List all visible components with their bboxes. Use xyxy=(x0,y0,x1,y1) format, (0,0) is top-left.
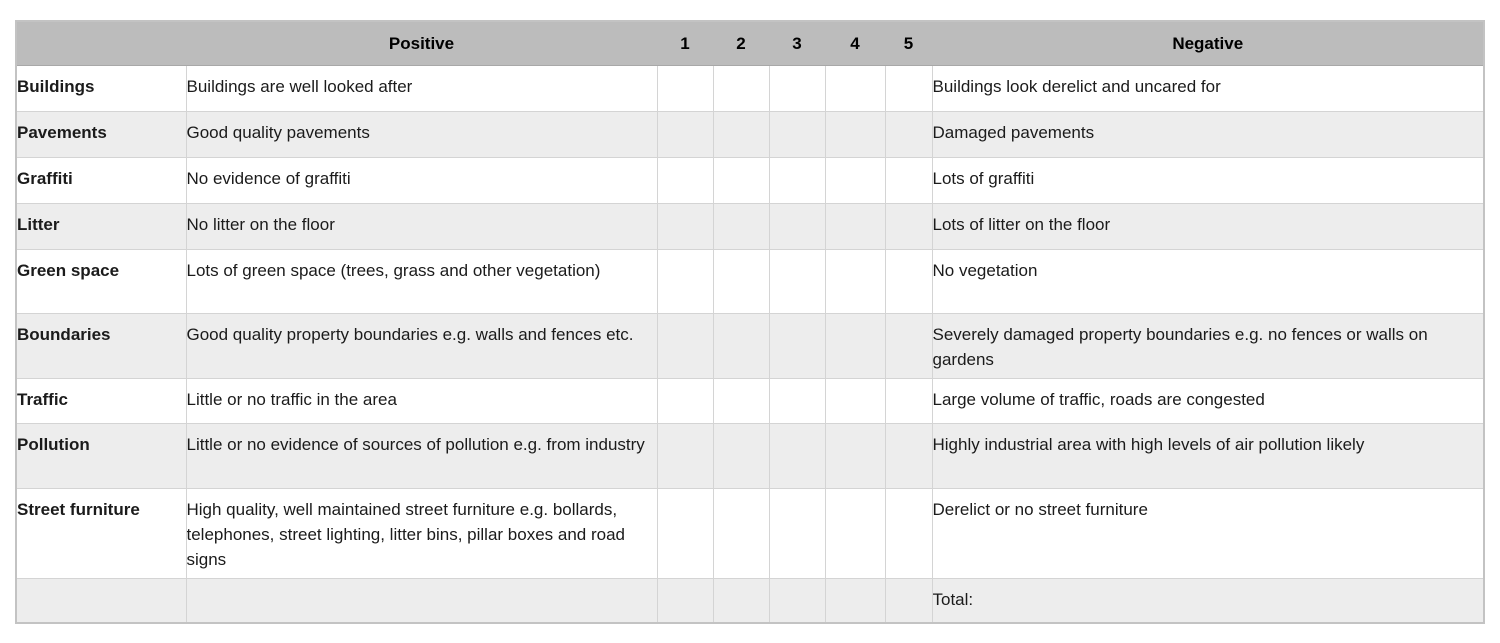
table-row-graffiti xyxy=(16,157,1484,203)
row-negative-text: Damaged pavements xyxy=(932,111,1484,157)
row-positive-text: No evidence of graffiti xyxy=(186,157,657,203)
table-row-total xyxy=(16,578,1484,623)
rating-cell-4[interactable] xyxy=(825,111,885,157)
rating-cell-5[interactable] xyxy=(885,488,932,578)
row-positive-text: Little or no evidence of sources of pollution e.g. from industry xyxy=(186,423,657,488)
header-rating-5: 5 xyxy=(885,21,932,65)
row-positive-text: Good quality property boundaries e.g. walls and fences etc. xyxy=(186,313,657,378)
row-category: Green space xyxy=(16,249,186,313)
table-row-boundaries xyxy=(16,313,1484,378)
row-category: Graffiti xyxy=(16,157,186,203)
row-category xyxy=(16,578,186,623)
rating-cell-1[interactable] xyxy=(657,111,713,157)
row-positive-text: Lots of green space (trees, grass and other vegetation) xyxy=(186,249,657,313)
row-positive-text: High quality, well maintained street furniture e.g. bollards, telephones, street lighting, litter bins, pillar boxes and road signs xyxy=(186,488,657,578)
row-category: Traffic xyxy=(16,378,186,423)
rating-cell-2[interactable] xyxy=(713,423,769,488)
rating-cell-1[interactable] xyxy=(657,578,713,623)
rating-cell-2[interactable] xyxy=(713,488,769,578)
row-negative-text: Derelict or no street furniture xyxy=(932,488,1484,578)
rating-cell-3[interactable] xyxy=(769,378,825,423)
row-positive-text: Little or no traffic in the area xyxy=(186,378,657,423)
table-row-buildings xyxy=(16,65,1484,111)
environmental-survey-table xyxy=(15,20,1485,624)
row-positive-text: No litter on the floor xyxy=(186,203,657,249)
rating-cell-2[interactable] xyxy=(713,111,769,157)
rating-cell-1[interactable] xyxy=(657,249,713,313)
row-category: Boundaries xyxy=(16,313,186,378)
row-category: Litter xyxy=(16,203,186,249)
row-negative-text: Lots of graffiti xyxy=(932,157,1484,203)
rating-cell-2[interactable] xyxy=(713,157,769,203)
rating-cell-2[interactable] xyxy=(713,378,769,423)
rating-cell-2[interactable] xyxy=(713,578,769,623)
table-row-traffic xyxy=(16,378,1484,423)
rating-cell-1[interactable] xyxy=(657,423,713,488)
rating-cell-1[interactable] xyxy=(657,65,713,111)
rating-cell-5[interactable] xyxy=(885,578,932,623)
table-row-litter xyxy=(16,203,1484,249)
header-rating-4: 4 xyxy=(825,21,885,65)
rating-cell-3[interactable] xyxy=(769,157,825,203)
rating-cell-5[interactable] xyxy=(885,423,932,488)
header-row xyxy=(16,21,1484,65)
row-negative-text: Highly industrial area with high levels of air pollution likely xyxy=(932,423,1484,488)
rating-cell-4[interactable] xyxy=(825,157,885,203)
header-rating-2: 2 xyxy=(713,21,769,65)
rating-cell-5[interactable] xyxy=(885,249,932,313)
table-row-green-space xyxy=(16,249,1484,313)
table-row-street-furniture xyxy=(16,488,1484,578)
rating-cell-4[interactable] xyxy=(825,488,885,578)
row-category: Buildings xyxy=(16,65,186,111)
header-category xyxy=(16,21,186,65)
rating-cell-3[interactable] xyxy=(769,249,825,313)
row-positive-text xyxy=(186,578,657,623)
rating-cell-1[interactable] xyxy=(657,157,713,203)
rating-cell-4[interactable] xyxy=(825,65,885,111)
rating-cell-3[interactable] xyxy=(769,578,825,623)
rating-cell-3[interactable] xyxy=(769,111,825,157)
row-negative-text: Buildings look derelict and uncared for xyxy=(932,65,1484,111)
table-row-pollution xyxy=(16,423,1484,488)
row-category: Pavements xyxy=(16,111,186,157)
row-positive-text: Good quality pavements xyxy=(186,111,657,157)
rating-cell-5[interactable] xyxy=(885,111,932,157)
rating-cell-1[interactable] xyxy=(657,313,713,378)
rating-cell-4[interactable] xyxy=(825,313,885,378)
rating-cell-2[interactable] xyxy=(713,313,769,378)
rating-cell-5[interactable] xyxy=(885,313,932,378)
header-rating-1: 1 xyxy=(657,21,713,65)
row-category: Pollution xyxy=(16,423,186,488)
rating-cell-1[interactable] xyxy=(657,203,713,249)
rating-cell-5[interactable] xyxy=(885,65,932,111)
row-category: Street furniture xyxy=(16,488,186,578)
rating-cell-3[interactable] xyxy=(769,203,825,249)
row-negative-text: Large volume of traffic, roads are congested xyxy=(932,378,1484,423)
rating-cell-4[interactable] xyxy=(825,578,885,623)
rating-cell-3[interactable] xyxy=(769,423,825,488)
rating-cell-3[interactable] xyxy=(769,313,825,378)
rating-cell-2[interactable] xyxy=(713,65,769,111)
header-positive: Positive xyxy=(186,21,657,65)
rating-cell-4[interactable] xyxy=(825,203,885,249)
rating-cell-1[interactable] xyxy=(657,378,713,423)
header-negative: Negative xyxy=(932,21,1484,65)
rating-cell-3[interactable] xyxy=(769,65,825,111)
rating-cell-5[interactable] xyxy=(885,203,932,249)
rating-cell-2[interactable] xyxy=(713,249,769,313)
row-negative-text: Lots of litter on the floor xyxy=(932,203,1484,249)
rating-cell-4[interactable] xyxy=(825,249,885,313)
table-row-pavements xyxy=(16,111,1484,157)
rating-cell-1[interactable] xyxy=(657,488,713,578)
row-positive-text: Buildings are well looked after xyxy=(186,65,657,111)
row-negative-text: Severely damaged property boundaries e.g. no fences or walls on gardens xyxy=(932,313,1484,378)
total-label: Total: xyxy=(932,578,1484,623)
rating-cell-2[interactable] xyxy=(713,203,769,249)
row-negative-text: No vegetation xyxy=(932,249,1484,313)
header-rating-3: 3 xyxy=(769,21,825,65)
rating-cell-3[interactable] xyxy=(769,488,825,578)
rating-cell-5[interactable] xyxy=(885,157,932,203)
rating-cell-4[interactable] xyxy=(825,423,885,488)
rating-cell-5[interactable] xyxy=(885,378,932,423)
rating-cell-4[interactable] xyxy=(825,378,885,423)
